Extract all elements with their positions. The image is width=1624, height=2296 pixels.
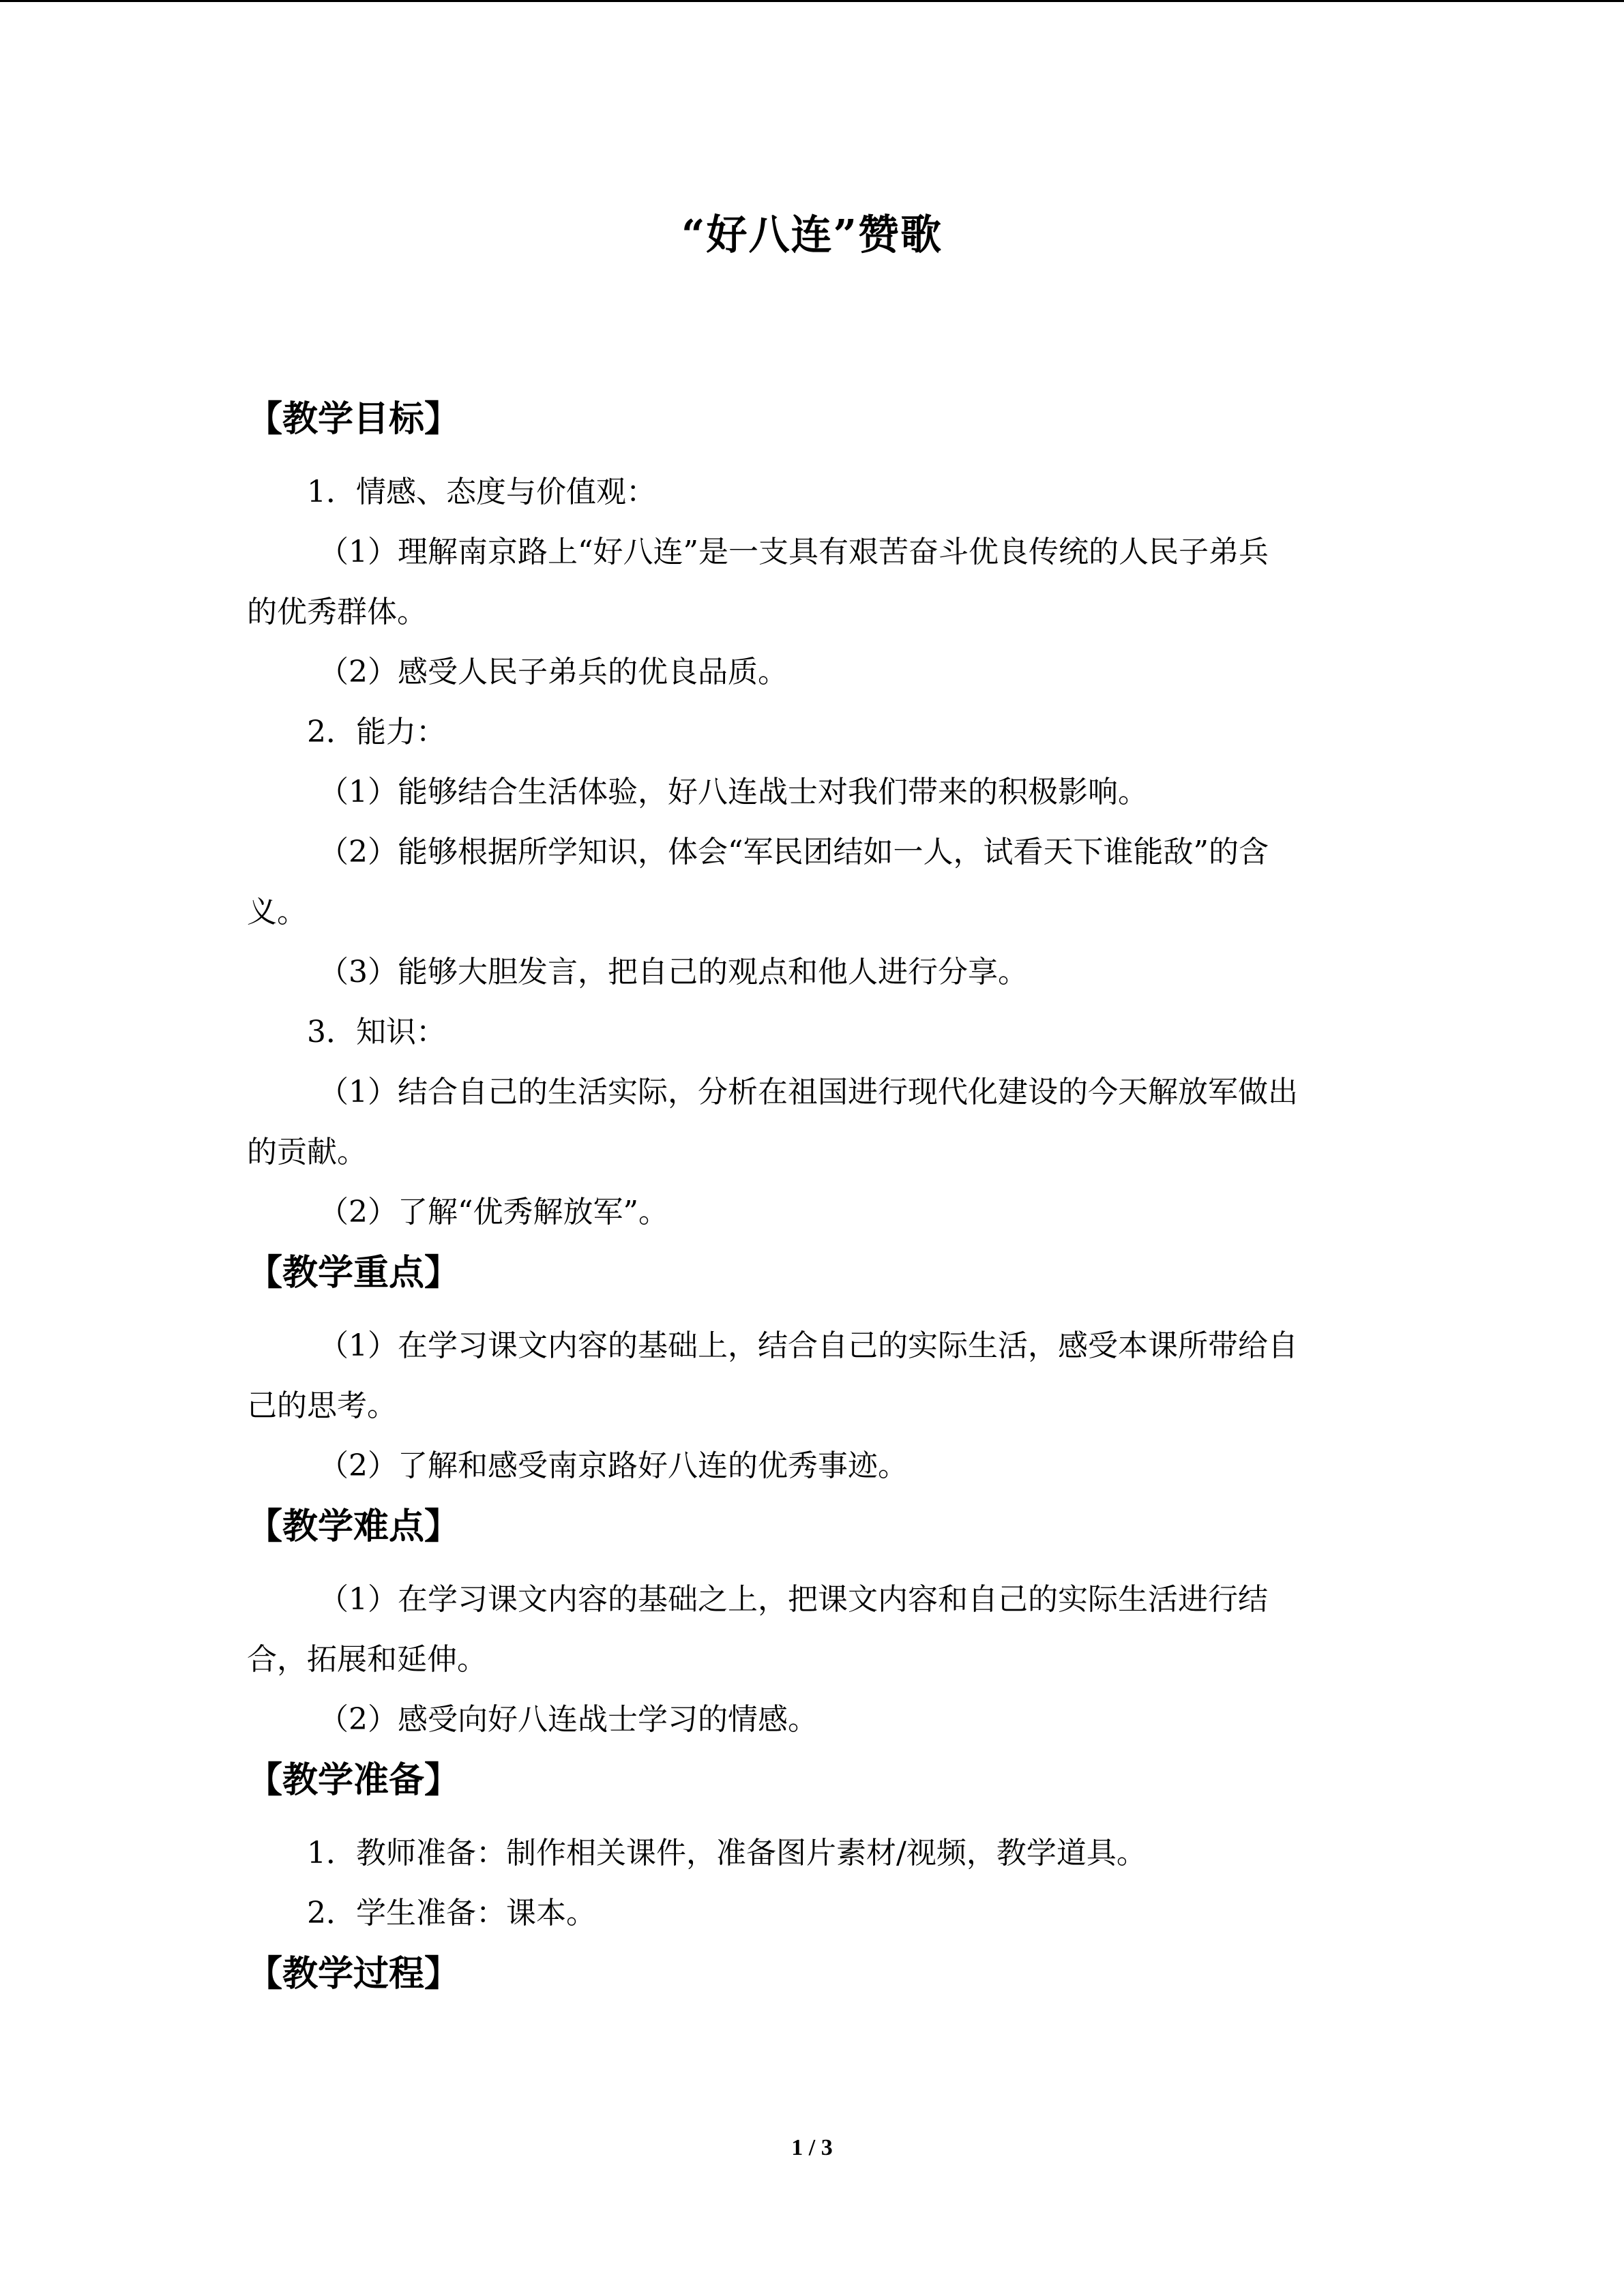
section-heading-difficulties: 【教学难点】: [247, 1506, 460, 1547]
section-heading-preparation: 【教学准备】: [247, 1759, 460, 1801]
section-heading-goals: 【教学目标】: [247, 398, 460, 440]
top-border-line: [0, 0, 1624, 2]
goal-line: （2）感受人民子弟兵的优良品质。: [319, 655, 788, 689]
difficulty-line: 合，拓展和延伸。: [247, 1642, 487, 1677]
goal-line: （1）能够结合生活体验，好八连战士对我们带来的积极影响。: [319, 775, 1148, 809]
key-point-line: 己的思考。: [247, 1388, 397, 1423]
goal-line: 的贡献。: [247, 1135, 367, 1169]
preparation-line: 2．学生准备：课本。: [307, 1896, 596, 1930]
goal-line: 1．情感、态度与价值观：: [307, 475, 656, 509]
page-number: 1 / 3: [791, 2135, 833, 2160]
goal-line: （3）能够大胆发言，把自己的观点和他人进行分享。: [319, 955, 1028, 989]
preparation-line: 1．教师准备：制作相关课件，准备图片素材/视频，教学道具。: [307, 1836, 1147, 1870]
goal-line: （1）结合自己的生活实际，分析在祖国进行现代化建设的今天解放军做出: [319, 1075, 1298, 1109]
key-point-line: （2）了解和感受南京路好八连的优秀事迹。: [319, 1448, 908, 1483]
difficulty-line: （2）感受向好八连战士学习的情感。: [319, 1702, 818, 1737]
document-body: [247, 389, 1379, 2005]
goal-line: （1）理解南京路上“好八连”是一支具有艰苦奋斗优良传统的人民子弟兵: [319, 535, 1269, 569]
document-title: “好八连”赞歌: [681, 211, 943, 259]
section-heading-key-points: 【教学重点】: [247, 1252, 460, 1294]
key-point-line: （1）在学习课文内容的基础上，结合自己的实际生活，感受本课所带给自: [319, 1328, 1298, 1363]
difficulty-line: （1）在学习课文内容的基础之上，把课文内容和自己的实际生活进行结: [319, 1582, 1268, 1617]
goal-line: 3．知识：: [307, 1015, 446, 1049]
goal-line: 2．能力：: [307, 715, 446, 749]
goal-line: （2）能够根据所学知识，体会“军民团结如一人，试看天下谁能敌”的含: [319, 835, 1269, 869]
section-heading-process: 【教学过程】: [247, 1953, 460, 1995]
goal-line: （2）了解“优秀解放军”。: [319, 1195, 668, 1229]
goal-line: 义。: [247, 895, 307, 929]
goal-line: 的优秀群体。: [247, 595, 427, 629]
